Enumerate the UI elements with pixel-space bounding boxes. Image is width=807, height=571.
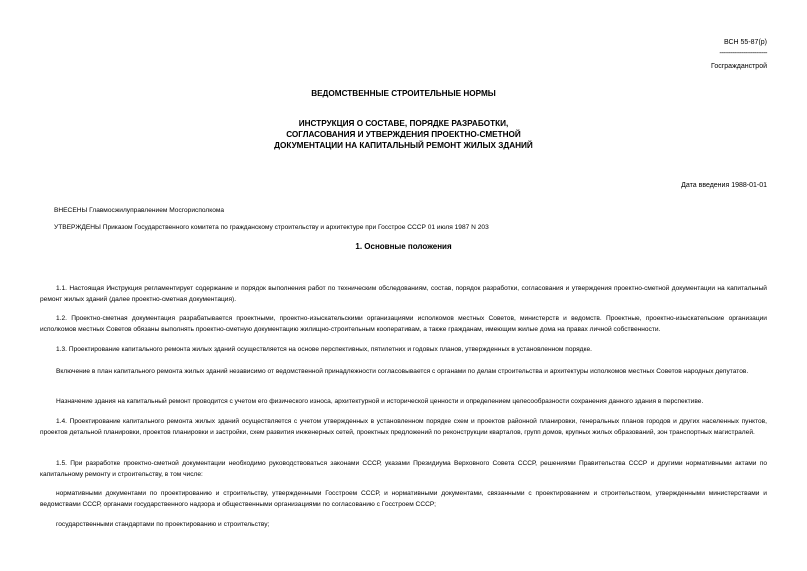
title-line-3: ДОКУМЕНТАЦИИ НА КАПИТАЛЬНЫЙ РЕМОНТ ЖИЛЫХ ЗДАНИЙ	[274, 141, 533, 150]
header-separator: --------------------------	[719, 50, 767, 57]
effective-date: Дата введения 1988-01-01	[681, 182, 767, 189]
paragraph-1-3: 1.3. Проектирование капитального ремонта жилых зданий осуществляется на основе перспективных, пятилетних и годовых планов, утвержденных в установленном порядке.	[56, 346, 592, 353]
paragraph-normative-docs: нормативными документами по проектированию и строительству, утвержденными Госстроем СССР, и нормативными документами, связанными с проектированием и строительством, утвержденными министерствами и ведомствами СССР, органами государственного надзора и общественными организациями по согласованию с Госстроем СССР;	[40, 490, 767, 508]
introduced-by: ВНЕСЕНЫ Главмосжилуправлением Мосгорисполкома	[54, 207, 225, 214]
norms-heading: ВЕДОМСТВЕННЫЕ СТРОИТЕЛЬНЫЕ НОРМЫ	[311, 89, 496, 98]
paragraph-state-standards: государственными стандартами по проектированию и строительству;	[56, 521, 270, 528]
paragraph-assignment: Назначение здания на капитальный ремонт проводится с учетом его физического износа, архитектурной и исторической ценности и определением целесообразности сохранения данного здания в перспективе.	[56, 398, 704, 405]
agency-name: Госгражданстрой	[711, 63, 767, 70]
approved-by: УТВЕРЖДЕНЫ Приказом Государственного комитета по гражданскому строительству и архитектуре при Госстрое СССР 01 июля 1987 N 203	[54, 224, 489, 231]
paragraph-1-2: 1.2. Проектно-сметная документация разрабатывается проектными, проектно-изыскательскими организациями исполкомов местных Советов, министерств и ведомств. Проектные, проектно-изыскательские организации исполкомов местных Советов обязаны выполнять проектно-сметную документацию жилищно-строительным кооперативам, а также гражданам, имеющим жилые дома на правах личной собственности.	[40, 315, 767, 333]
document-title	[0, 118, 807, 151]
title-line-2: СОГЛАСОВАНИЯ И УТВЕРЖДЕНИЯ ПРОЕКТНО-СМЕТНОЙ	[286, 130, 521, 139]
paragraph-1-1: 1.1. Настоящая Инструкция регламентирует содержание и порядок выполнения работ по техническим обследованиям, состав, порядок разработки, согласования и утверждения проектно-сметной документации на капитальный ремонт жилых зданий (далее проектно-сметная документация).	[40, 285, 767, 303]
paragraph-1-4: 1.4. Проектирование капитального ремонта жилых зданий осуществляется с учетом утвержденных в установленном порядке схем и проектов районной планировки, генеральных планов городов и других населенных пунктов, проектов детальной планировки, проектов планировки и застройки, схем развития инженерных сетей, проектных предложений по реконструкции кварталов, групп домов, крупных жилых образований, зон транспортных магистралей.	[40, 418, 767, 436]
paragraph-1-5: 1.5. При разработке проектно-сметной документации необходимо руководствоваться законами СССР, указами Президиума Верховного Совета СССР, решениями Правительства СССР и другими нормативными актами по капитальному ремонту и строительству, в том числе:	[40, 460, 767, 478]
section-heading: 1. Основные положения	[355, 242, 452, 251]
paragraph-plan-inclusion: Включение в план капитального ремонта жилых зданий независимо от ведомственной принадлежности согласовывается с органами по делам строительства и архитектуры исполкомов местных Советов народных депутатов.	[56, 368, 749, 375]
document-code: ВСН 55-87(р)	[724, 39, 767, 46]
title-line-1: ИНСТРУКЦИЯ О СОСТАВЕ, ПОРЯДКЕ РАЗРАБОТКИ,	[298, 119, 509, 128]
